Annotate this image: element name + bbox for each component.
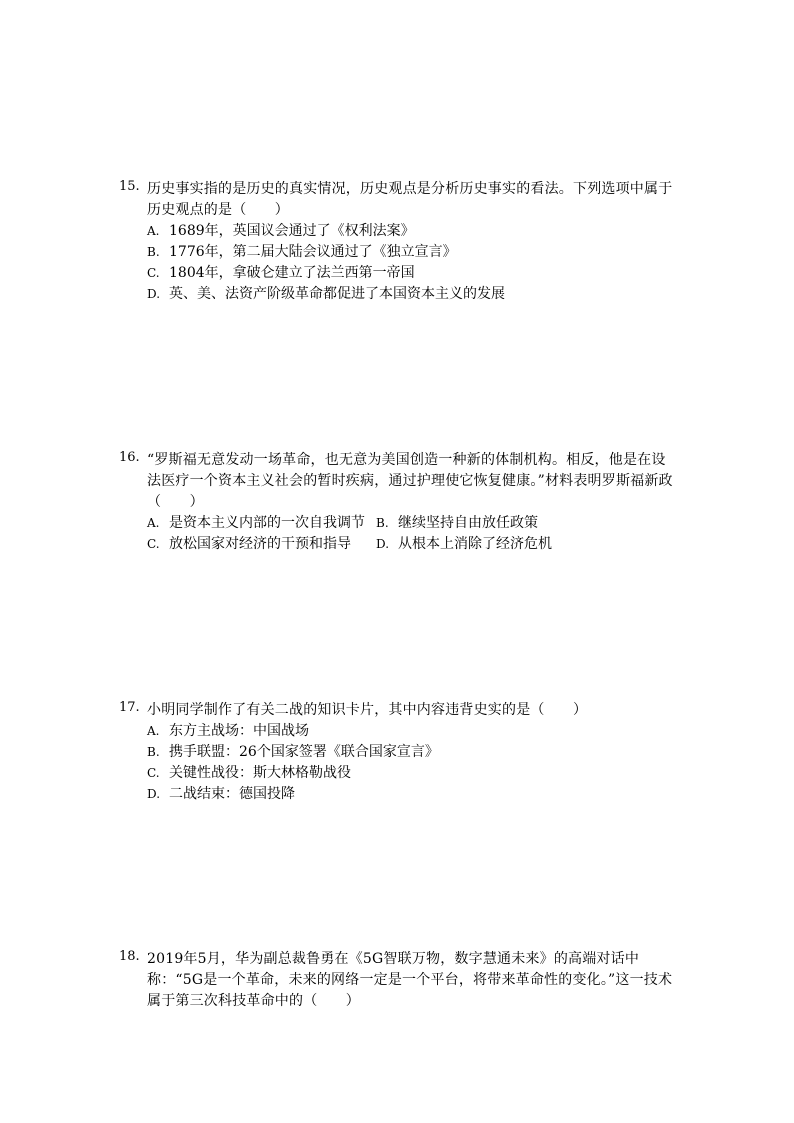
option-text: 关键性战役：斯大林格勒战役	[169, 765, 351, 781]
option-b[interactable]	[147, 242, 679, 263]
option-letter: D.	[147, 287, 161, 301]
question-number: 16.	[119, 450, 140, 465]
option-a[interactable]	[147, 721, 679, 742]
option-list	[147, 221, 679, 305]
option-letter: A.	[147, 724, 160, 738]
option-d[interactable]	[376, 534, 605, 555]
option-text: 英、美、法资产阶级革命都促进了本国资本主义的发展	[169, 286, 505, 302]
question-16	[119, 450, 679, 555]
option-text: 二战结束：德国投降	[169, 786, 295, 802]
option-c[interactable]	[147, 263, 679, 284]
option-b[interactable]	[376, 513, 605, 534]
option-c[interactable]	[147, 534, 376, 555]
question-stem: 小明同学制作了有关二战的知识卡片，其中内容违背史实的是（ ）	[147, 702, 588, 718]
option-d[interactable]	[147, 784, 679, 805]
option-letter: C.	[147, 266, 160, 280]
question-number: 17.	[119, 700, 140, 715]
question-number: 18.	[119, 949, 140, 964]
option-text: 携手联盟：26个国家签署《联合国家宣言》	[169, 744, 439, 760]
option-letter: A.	[147, 224, 160, 238]
question-stem: “罗斯福无意发动一场革命，也无意为美国创造一种新的体制机构。相反，他是在设法医疗一个资本主义社会的暂时疾病，通过护理使它恢复健康。”材料表明罗斯福新政（ ）	[147, 452, 673, 510]
question-number: 15.	[119, 179, 140, 194]
option-letter: D.	[147, 787, 161, 801]
option-letter: B.	[147, 745, 160, 759]
option-b[interactable]	[147, 742, 679, 763]
option-d[interactable]	[147, 284, 679, 305]
question-17	[119, 700, 679, 805]
option-text: 1804年，拿破仑建立了法兰西第一帝国	[169, 265, 415, 281]
option-list	[147, 513, 679, 555]
option-letter: C.	[147, 537, 160, 551]
option-letter: B.	[147, 245, 160, 259]
option-a[interactable]	[147, 221, 679, 242]
question-18	[119, 949, 679, 1012]
option-row	[147, 513, 679, 534]
option-text: 1776年，第二届大陆会议通过了《独立宣言》	[169, 244, 457, 260]
question-stem: 历史事实指的是历史的真实情况，历史观点是分析历史事实的看法。下列选项中属于历史观点的是（ ）	[147, 181, 673, 218]
option-c[interactable]	[147, 763, 679, 784]
option-text: 是资本主义内部的一次自我调节	[169, 515, 365, 531]
option-row	[147, 534, 679, 555]
option-text: 从根本上消除了经济危机	[398, 536, 552, 552]
option-letter: D.	[376, 537, 390, 551]
option-text: 东方主战场：中国战场	[169, 723, 309, 739]
option-letter: B.	[376, 516, 389, 530]
option-letter: A.	[147, 516, 160, 530]
option-letter: C.	[147, 766, 160, 780]
option-a[interactable]	[147, 513, 376, 534]
question-stem: 2019年5月，华为副总裁鲁勇在《5G智联万物，数字慧通未来》的高端对话中称：“5G是一个革命，未来的网络一定是一个平台，将带来革命性的变化。”这一技术属于第三次科技革命中的（ ）	[147, 951, 673, 1009]
option-text: 放松国家对经济的干预和指导	[169, 536, 351, 552]
question-15	[119, 179, 679, 305]
option-text: 1689年，英国议会通过了《权利法案》	[169, 223, 415, 239]
option-text: 继续坚持自由放任政策	[398, 515, 538, 531]
option-list	[147, 721, 679, 805]
